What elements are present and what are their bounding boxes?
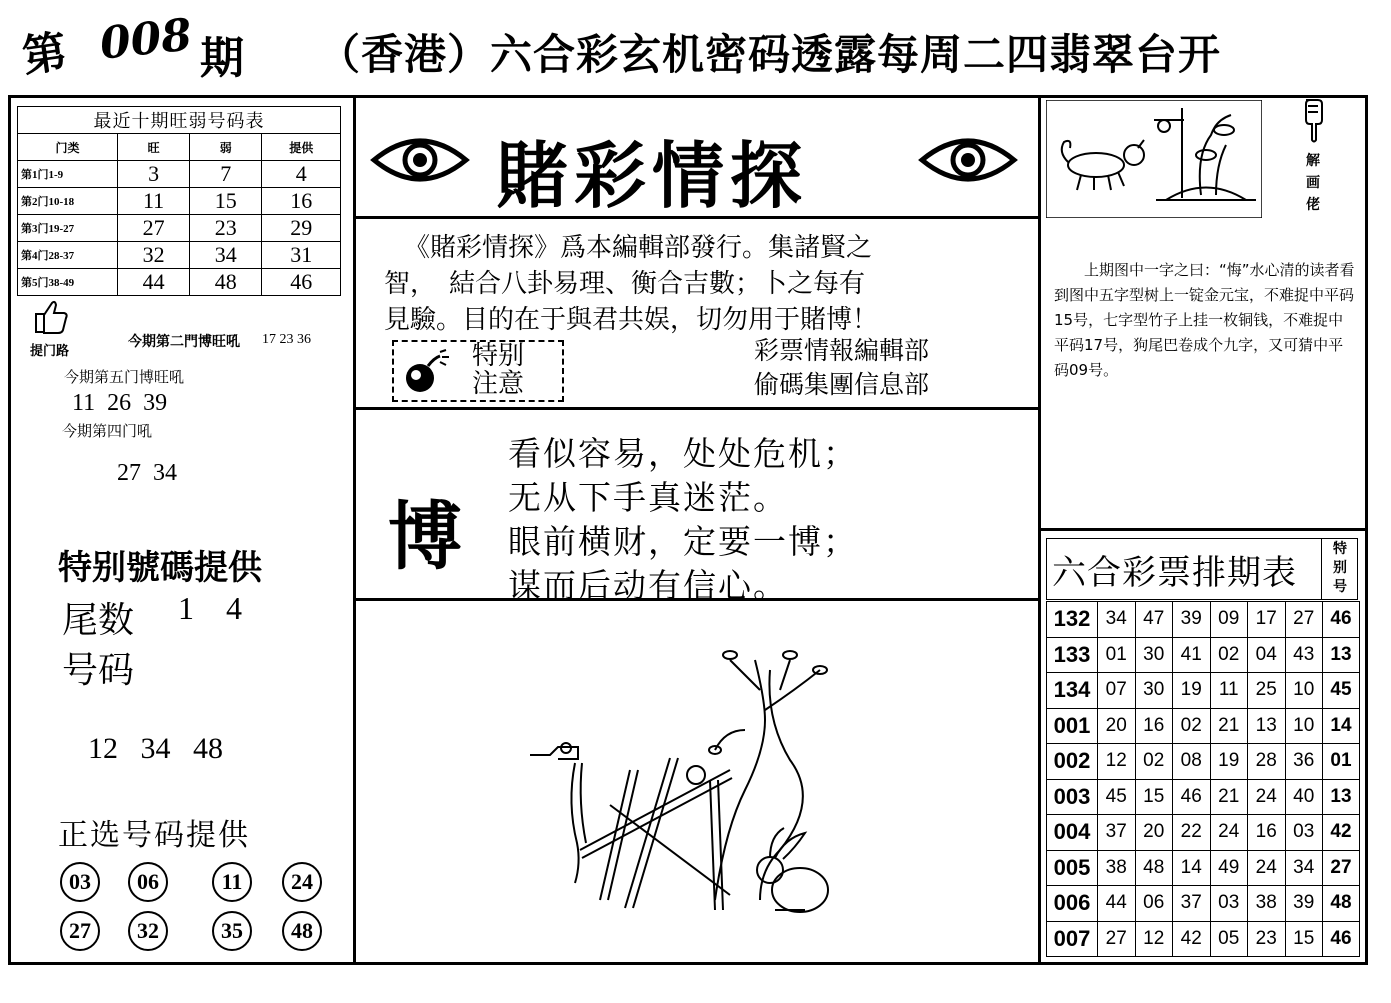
special-numbers: 12 34 48 <box>88 732 223 765</box>
col-header-wang: 旺 <box>118 134 190 161</box>
col-header-tigong: 提供 <box>262 134 341 161</box>
fifth-door-label: 今期第五门博旺吼 <box>64 368 185 386</box>
bomb-icon <box>400 348 450 396</box>
selected-number: 03 <box>60 862 100 902</box>
solve-label: 解 画 佬 <box>1306 153 1320 213</box>
poem-line: 谋而后动有信心。 <box>508 566 788 605</box>
table-row: 001 20 16 02 21 13 10 14 <box>1047 708 1360 744</box>
selected-number: 32 <box>128 911 168 951</box>
notice-label-line-1: 特别 <box>472 341 525 371</box>
intro-line: 見驗。目的在于與君共娱，切勿用于賭博！ <box>384 305 879 335</box>
selected-number: 48 <box>282 911 322 951</box>
departments <box>754 334 929 402</box>
table-row: 133 01 30 41 02 04 43 13 <box>1047 637 1360 673</box>
puzzle-picture <box>1046 100 1262 218</box>
big-character: 博 <box>388 494 462 580</box>
table-row: 006 44 06 37 03 38 39 48 <box>1047 886 1360 922</box>
selected-number: 06 <box>128 862 168 902</box>
recent-ten-table <box>17 106 341 296</box>
table-row: 第2门10-18 11 15 16 <box>18 188 341 215</box>
pointing-hand-icon <box>1300 98 1326 144</box>
eye-icon-left <box>370 130 470 190</box>
fourth-door-numbers: 27 34 <box>117 460 177 486</box>
notice-label <box>472 342 524 398</box>
selected-number: 35 <box>212 911 252 951</box>
schedule-table <box>1046 601 1360 957</box>
notice-label-line-2: 注意 <box>472 369 525 399</box>
selected-number: 27 <box>60 911 100 951</box>
table-row: 002 12 02 08 19 28 36 01 <box>1047 744 1360 780</box>
table-row: 134 07 30 19 11 25 10 45 <box>1047 673 1360 709</box>
banner-title: 賭彩情探 <box>496 133 809 218</box>
divider-center-2 <box>355 407 1038 410</box>
fifth-door-numbers: 11 26 39 <box>72 390 168 416</box>
poem-line: 看似容易，处处危机； <box>508 434 858 473</box>
col-header-door: 门类 <box>18 134 118 161</box>
selected-number: 24 <box>282 862 322 902</box>
header-qi: 期 <box>200 33 244 84</box>
puzzle-illustration <box>520 630 850 930</box>
intro-line: 智， 結合八卦易理、衡合吉數；卜之每有 <box>384 269 866 299</box>
poem-line: 无从下手真迷茫。 <box>508 478 788 517</box>
selected-title: 正选号码提供 <box>58 818 250 853</box>
table-row: 第1门1-9 3 7 4 <box>18 161 341 188</box>
schedule-title: 六合彩票排期表 <box>1052 553 1297 593</box>
eye-icon-right <box>918 130 1018 190</box>
selected-number: 11 <box>212 862 252 902</box>
intro-text <box>384 230 1034 338</box>
table-row: 003 45 15 46 21 24 40 13 <box>1047 779 1360 815</box>
schedule-special-label: 特 别 号 <box>1321 538 1358 600</box>
header-di: 第 <box>19 26 70 83</box>
tail-label: 尾数 <box>62 600 135 641</box>
table-row: 007 27 12 42 05 23 15 46 <box>1047 921 1360 957</box>
fourth-door-label: 今期第四门吼 <box>62 422 153 440</box>
poem <box>508 432 858 608</box>
second-door-label: 今期第二門博旺吼 <box>128 334 240 350</box>
poem-line: 眼前横财，定要一博； <box>508 522 858 561</box>
table-row: 第3门19-27 27 23 29 <box>18 215 341 242</box>
special-title: 特别號碼提供 <box>58 548 262 588</box>
header-issue-number: 008 <box>97 9 195 70</box>
tips-label: 提门路 <box>30 344 70 359</box>
puzzle-explanation: 上期图中一字之曰：“悔”水心清的读者看到图中五字型树上一锭金元宝，不难捉中平码15号，七字型竹子上挂一枚铜钱，不难捉中平码17号，狗尾巴卷成个九字，又可猜中平码09号。 <box>1054 261 1355 379</box>
table-row: 005 38 48 14 49 24 34 27 <box>1047 850 1360 886</box>
col-header-ruo: 弱 <box>190 134 262 161</box>
intro-line: 《賭彩情探》爲本編輯部發行。集諸賢之 <box>404 233 873 263</box>
tail-numbers: 1 4 <box>178 590 242 626</box>
second-door-numbers: 17 23 36 <box>262 332 311 347</box>
number-label: 号码 <box>62 650 135 691</box>
table-row: 第5门38-49 44 48 46 <box>18 269 341 296</box>
divider-right-1 <box>1040 528 1366 531</box>
recent-table-caption: 最近十期旺弱号码表 <box>18 107 341 134</box>
divider-left <box>353 97 356 963</box>
thumbs-up-icon <box>30 296 70 336</box>
table-row: 132 34 47 39 09 17 27 46 <box>1047 602 1360 638</box>
table-row: 004 37 20 22 24 16 03 42 <box>1047 815 1360 851</box>
table-row: 第4门28-37 32 34 31 <box>18 242 341 269</box>
header-title: （香港）六合彩玄机密码透露每周二四翡翠台开 <box>318 30 1222 79</box>
dept-1: 彩票情報編輯部 <box>754 336 930 365</box>
dept-2: 偷碼集團信息部 <box>754 370 930 399</box>
